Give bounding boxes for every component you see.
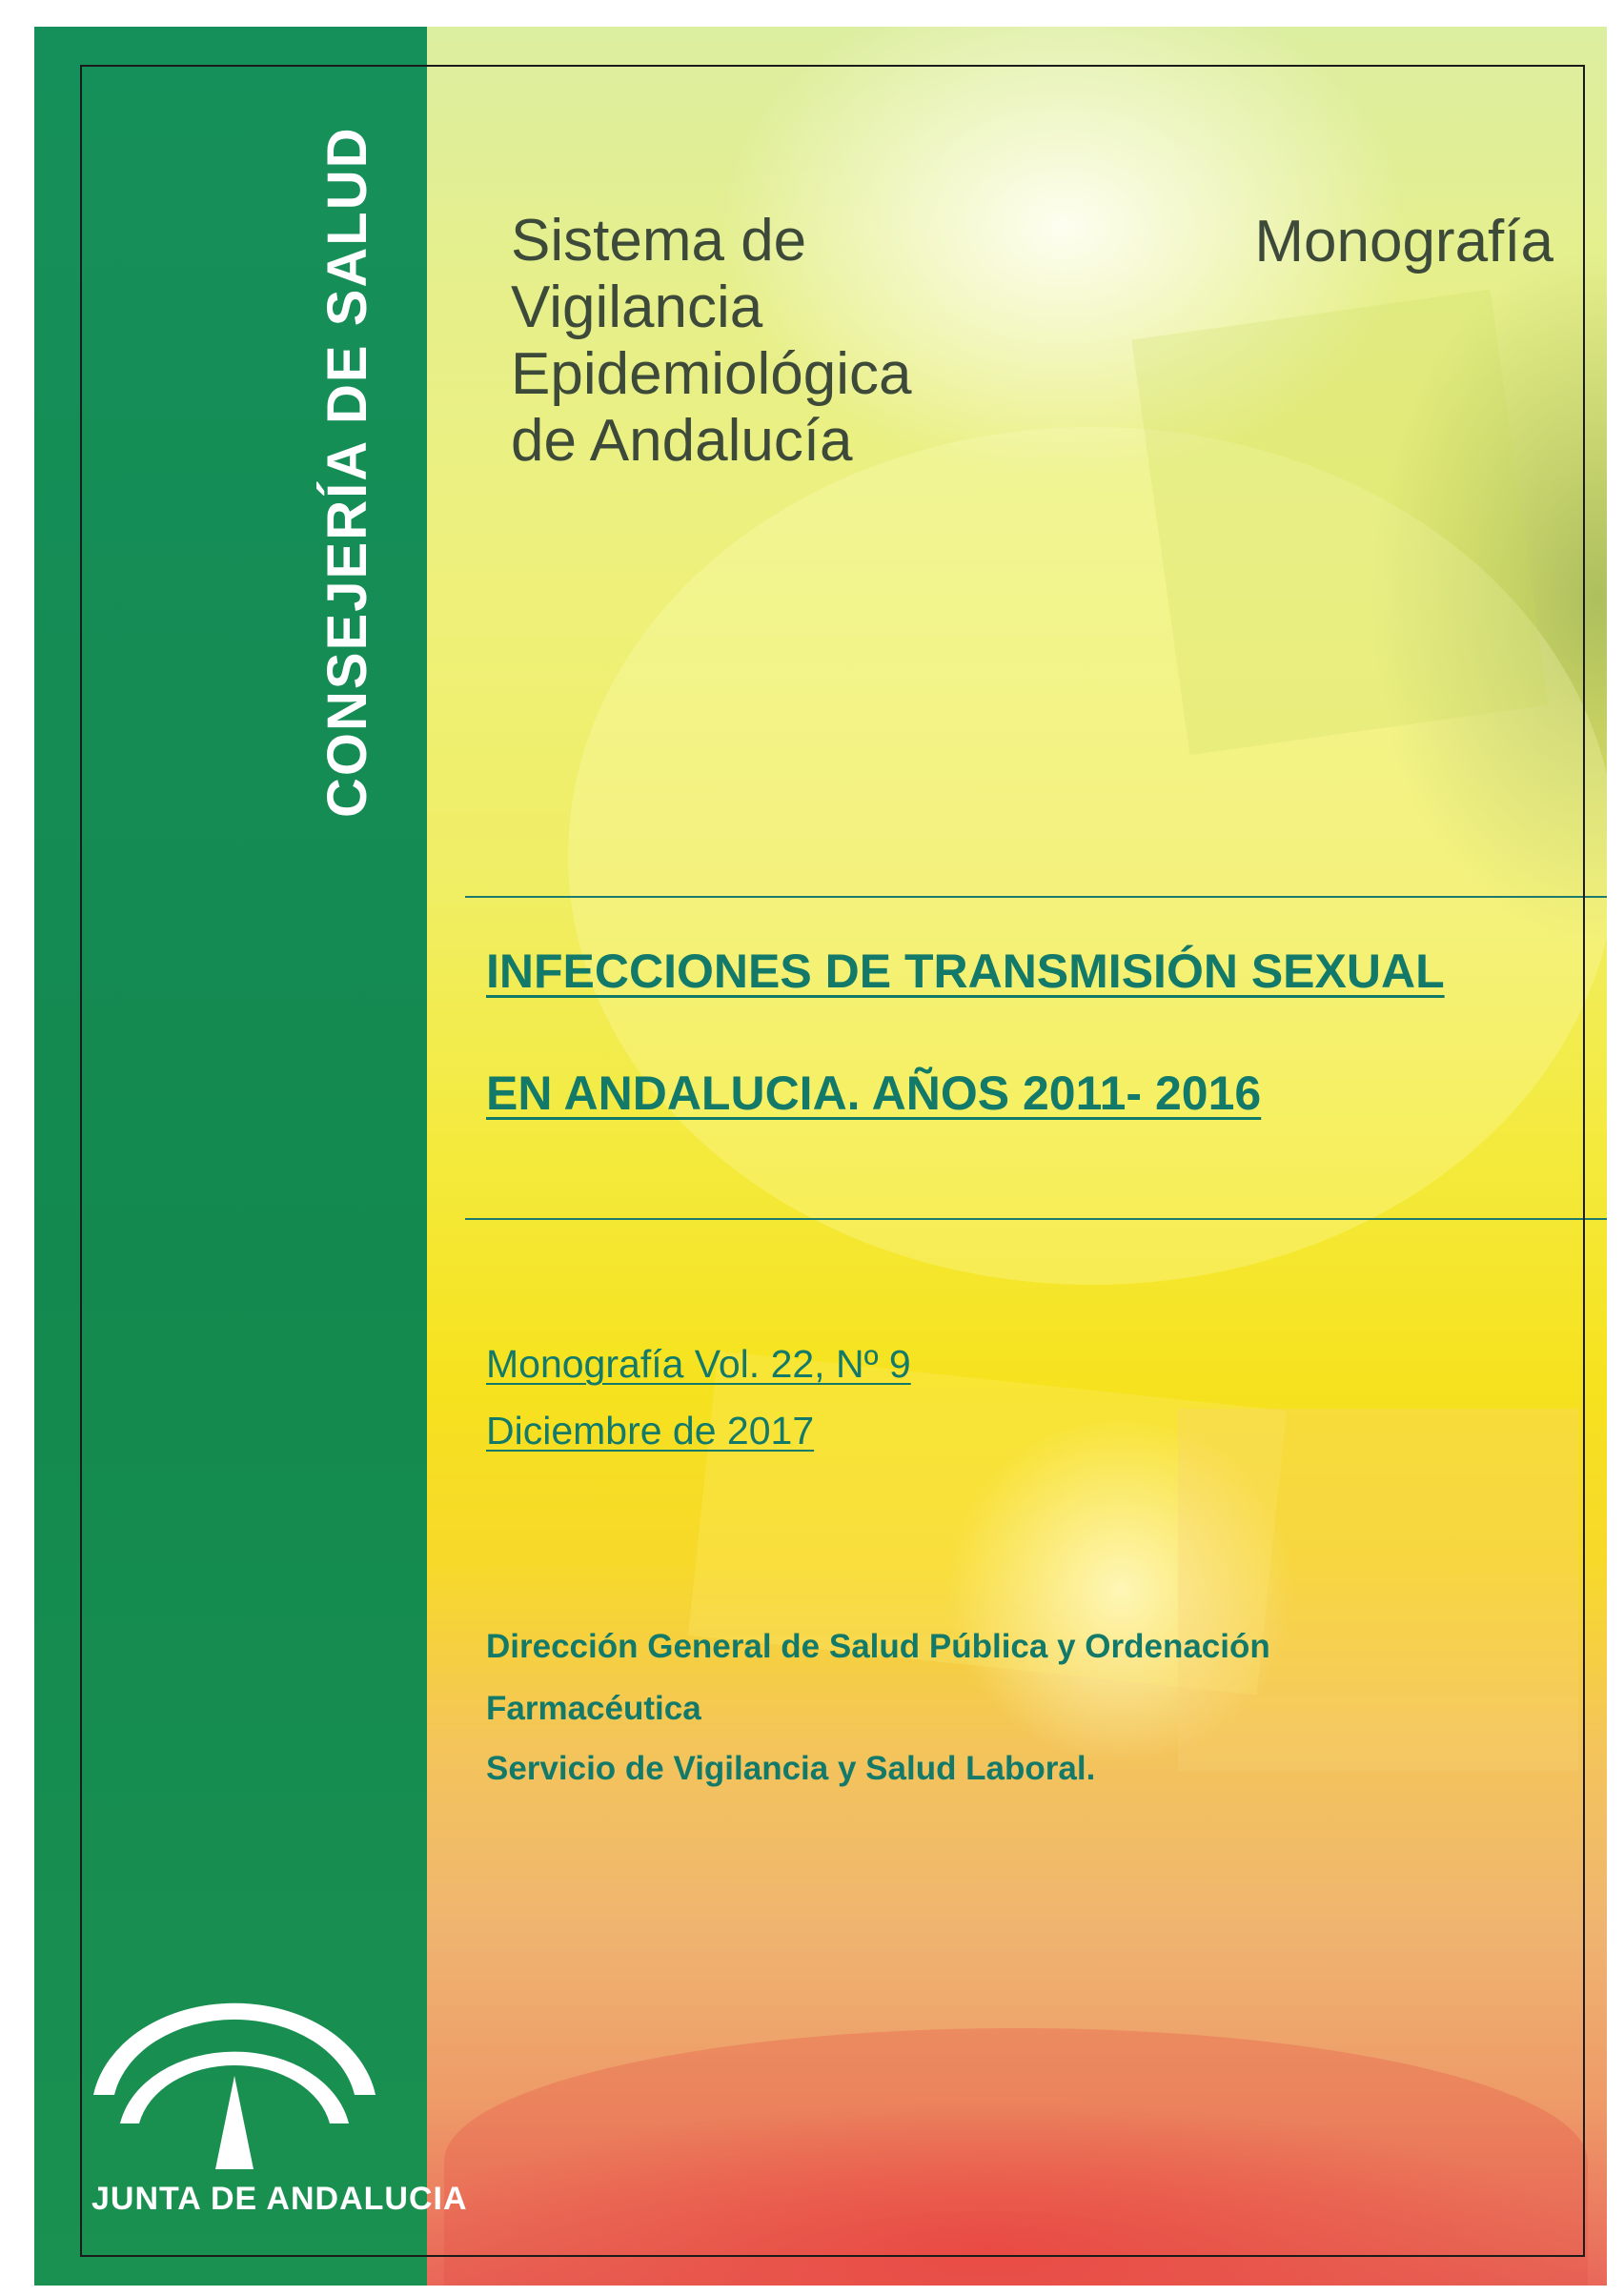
series-title-line: Vigilancia bbox=[511, 274, 763, 341]
cover-page bbox=[34, 27, 1607, 2286]
title-divider-top bbox=[465, 896, 1607, 898]
publication-date: Diciembre de 2017 bbox=[486, 1409, 815, 1453]
series-title-line: Sistema de bbox=[511, 208, 807, 274]
organization-line: Servicio de Vigilancia y Salud Laboral. bbox=[486, 1750, 1096, 1787]
title-divider-bottom bbox=[465, 1218, 1607, 1220]
organization-line: Dirección General de Salud Pública y Ordenación bbox=[486, 1628, 1270, 1665]
series-type-label: Monografía bbox=[1254, 209, 1553, 274]
background-circle bbox=[568, 427, 1607, 1285]
background-panel bbox=[1131, 290, 1549, 756]
background-panel bbox=[1178, 1409, 1578, 1771]
volume-label: Monografía Vol. 22, Nº 9 bbox=[486, 1342, 911, 1386]
organization-line: Farmacéutica bbox=[486, 1690, 701, 1727]
department-title: CONSEJERÍA DE SALUD bbox=[316, 126, 378, 818]
series-title bbox=[511, 208, 911, 475]
junta-de-andalucia-logo-icon bbox=[82, 1981, 387, 2171]
background-arc bbox=[444, 2028, 1588, 2286]
series-title-line: de Andalucía bbox=[511, 408, 853, 475]
document-title-line1: INFECCIONES DE TRANSMISIÓN SEXUAL bbox=[486, 945, 1445, 998]
logo-wordmark: JUNTA DE ANDALUCIA bbox=[91, 2181, 468, 2217]
series-title-line: Epidemiológica bbox=[511, 341, 912, 408]
document-title-line2: EN ANDALUCIA. AÑOS 2011- 2016 bbox=[486, 1067, 1262, 1120]
